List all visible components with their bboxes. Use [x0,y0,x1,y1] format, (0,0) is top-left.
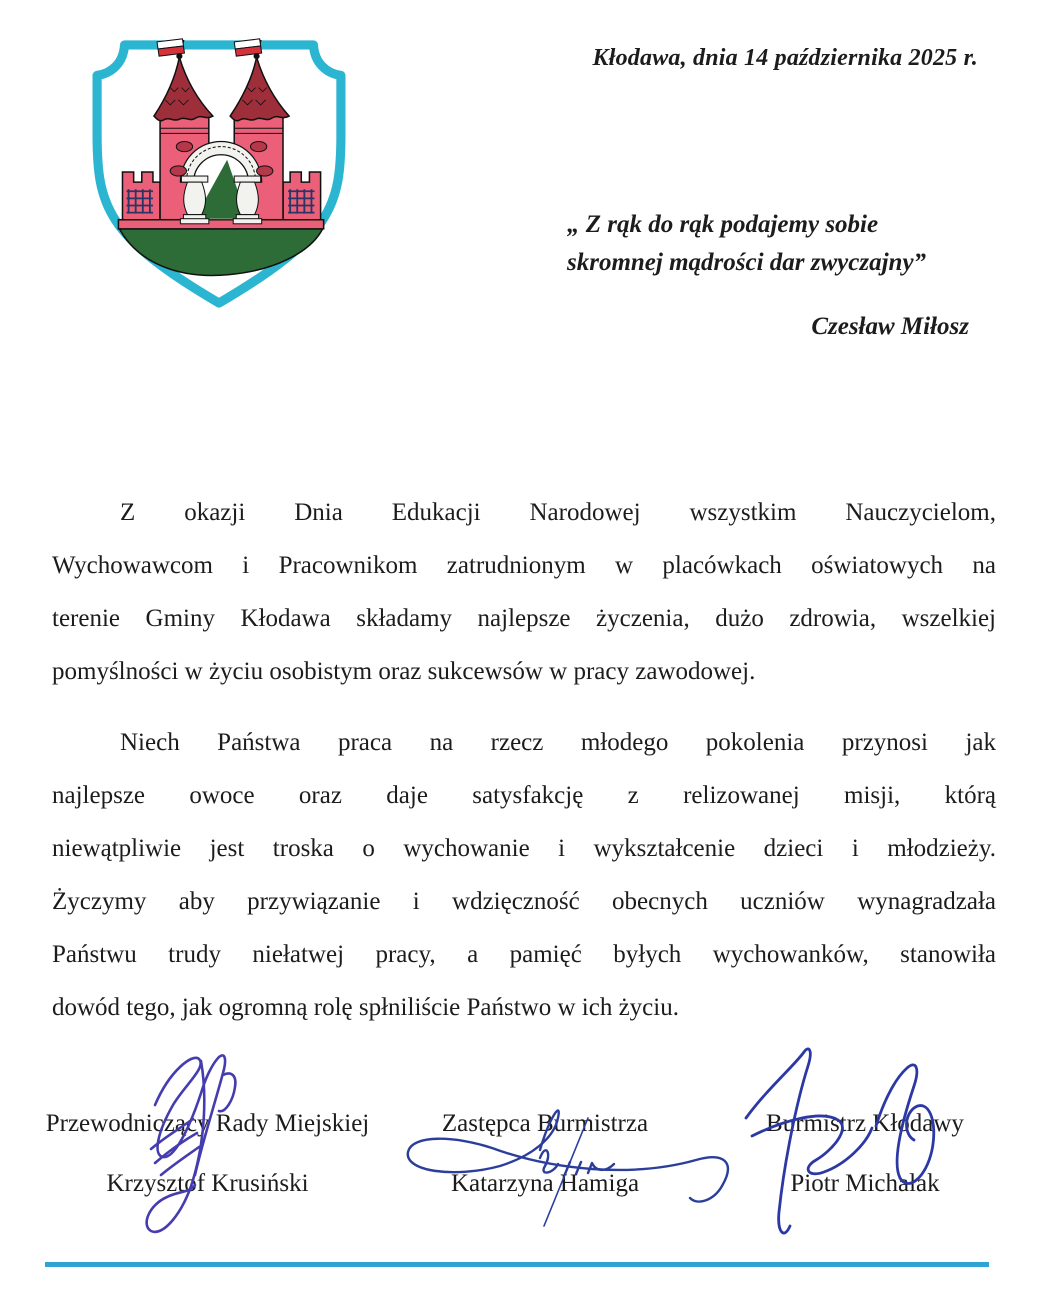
signature-role: Przewodniczący Rady Miejskiej [45,1110,370,1137]
signature-name: Piotr Michalak [790,1170,940,1197]
signature-name: Krzysztof Krusiński [106,1170,309,1197]
signature-ink-deputy-mayor [392,1088,752,1228]
quote-author: Czesław Miłosz [811,313,969,340]
body-paragraph-2 [52,716,996,1034]
date-line: Kłodawa, dnia 14 października 2025 r. [592,45,978,71]
body-line: Państwu trudy niełatwej pracy, a pamięć byłych wychowanków, stanowiła [52,941,996,968]
signature-role: Burmistrz Kłodawy [766,1110,964,1137]
signature-ink-mayor [728,1040,953,1248]
body-line: Wychowawcom i Pracownikom zatrudnionym w placówkach oświatowych na [52,552,996,579]
letter-body [52,486,996,1034]
body-line: Życzymy aby przywiązanie i wdzięczność obecnych uczniów wynagradzała [52,888,996,915]
body-paragraph-1 [52,486,996,698]
signature-role: Zastępca Burmistrza [441,1110,649,1137]
quote-line-1: „ Z rąk do rąk podajemy sobie [567,211,879,238]
quote-line-2: skromnej mądrości dar zwyczajny” [567,249,927,276]
body-line: Z okazji Dnia Edukacji Narodowej wszystkim Nauczycielom, [120,499,996,526]
footer-rule [45,1262,989,1267]
body-line: pomyślności w życiu osobistym oraz sukcewsów w pracy zawodowej. [52,658,756,685]
body-line: niewątpliwie jest troska o wychowanie i wykształcenie dzieci i młodzieży. [52,835,996,862]
signature-ink-chairman [115,1045,265,1240]
body-line: najlepsze owoce oraz daje satysfakcję z relizowanej misji, którą [52,782,996,809]
body-line: dowód tego, jak ogromną rolę spłniliście Państwo w ich życiu. [52,994,679,1021]
body-line: Niech Państwa praca na rzecz młodego pokolenia przynosi jak [120,729,996,756]
klodawa-coat-of-arms-icon [92,36,346,312]
signature-name: Katarzyna Hamiga [450,1170,640,1197]
body-line: terenie Gminy Kłodawa składamy najlepsze życzenia, dużo zdrowia, wszelkiej [52,605,996,632]
quote-block [567,206,969,346]
